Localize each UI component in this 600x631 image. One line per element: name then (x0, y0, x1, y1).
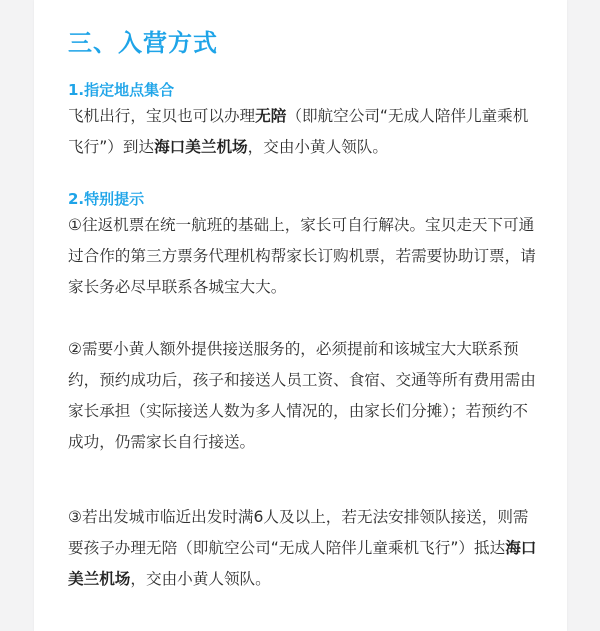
subheading-assembly-point: 1.指定地点集合 (68, 81, 175, 99)
paragraph-notice-1: ①往返机票在统一航班的基础上，家长可自行解决。宝贝走天下可通过合作的第三方票务代理机构帮家长订购机票，若需要协助订票，请家长务必尽早联系各城宝大大。 (68, 216, 536, 296)
bold-text-airport: 海口美兰机场 (154, 138, 248, 156)
content-card (34, 0, 567, 631)
text-segment: ③若出发城市临近出发时满6人及以上，若无法安排领队接送，则需要孩子办理无陪（即航空公司“无成人陪伴儿童乘机飞行”）抵达 (68, 508, 529, 557)
bold-text-unaccompanied: 无陪 (255, 107, 287, 125)
paragraph-notice-3 (68, 502, 538, 595)
subheading-special-notice: 2.特别提示 (68, 190, 145, 208)
text-segment: ，交由小黄人领队。 (130, 570, 271, 588)
paragraph-notice-2: ②需要小黄人额外提供接送服务的，必须提前和该城宝大大联系预约，预约成功后，孩子和接送人员工资、食宿、交通等所有费用需由家长承担（实际接送人数为多人情况的，由家长们分摊）；若预约不成功，仍需家长自行接送。 (68, 340, 536, 451)
text-segment: ，交由小黄人领队。 (247, 138, 388, 156)
text-segment: 飞机出行，宝贝也可以办理 (68, 107, 256, 125)
section-title: 三、入营方式 (68, 29, 218, 57)
text-segment: （即航空公司“无成人陪伴儿童乘机飞行”）到达 (68, 107, 529, 156)
bold-text-airport: 海口美兰机场 (68, 539, 537, 588)
paragraph-flight-travel (68, 101, 538, 163)
